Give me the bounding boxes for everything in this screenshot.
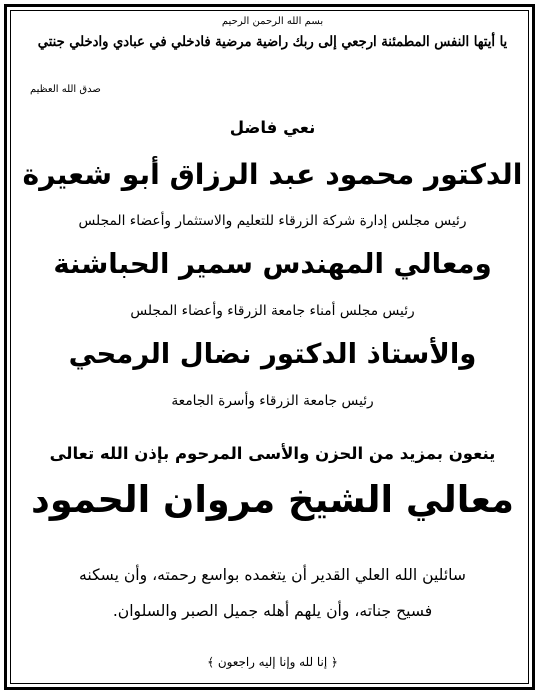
closing-verse: ﴿ إنا لله وإنا إليه راجعون ﴾ — [207, 655, 338, 669]
quran-verse: يا أيتها النفس المطمئنة ارجعي إلى ربك راضية مرضية فادخلي في عبادي وادخلي جنتي — [37, 34, 508, 50]
mourner-2-name: ومعالي المهندس سمير الحباشنة — [53, 248, 492, 280]
mourner-2-title: رئيس مجلس أمناء جامعة الزرقاء وأعضاء المجلس — [130, 303, 415, 319]
verse-attribution: صدق الله العظيم — [30, 84, 101, 95]
mourner-1-title: رئيس مجلس إدارة شركة الزرقاء للتعليم والاستثمار وأعضاء المجلس — [78, 213, 467, 229]
deceased-name: معالي الشيخ مروان الحمود — [31, 478, 514, 521]
prayer-line-1: سائلين الله العلي القدير أن يتغمده بواسع رحمته، وأن يسكنه — [79, 566, 466, 584]
mourning-statement: ينعون بمزيد من الحزن والأسى المرحوم بإذن الله تعالى — [49, 444, 496, 463]
basmala: بسم الله الرحمن الرحيم — [221, 16, 324, 27]
mourner-3-name: والأستاذ الدكتور نضال الرمحي — [68, 338, 477, 370]
mourner-3-title: رئيس جامعة الزرقاء وأسرة الجامعة — [171, 393, 374, 409]
notice-heading: نعي فاضل — [229, 118, 316, 137]
prayer-line-2: فسيح جناته، وأن يلهم أهله جميل الصبر والسلوان. — [112, 602, 433, 620]
mourner-1-name: الدكتور محمود عبد الرزاق أبو شعيرة — [22, 158, 523, 191]
